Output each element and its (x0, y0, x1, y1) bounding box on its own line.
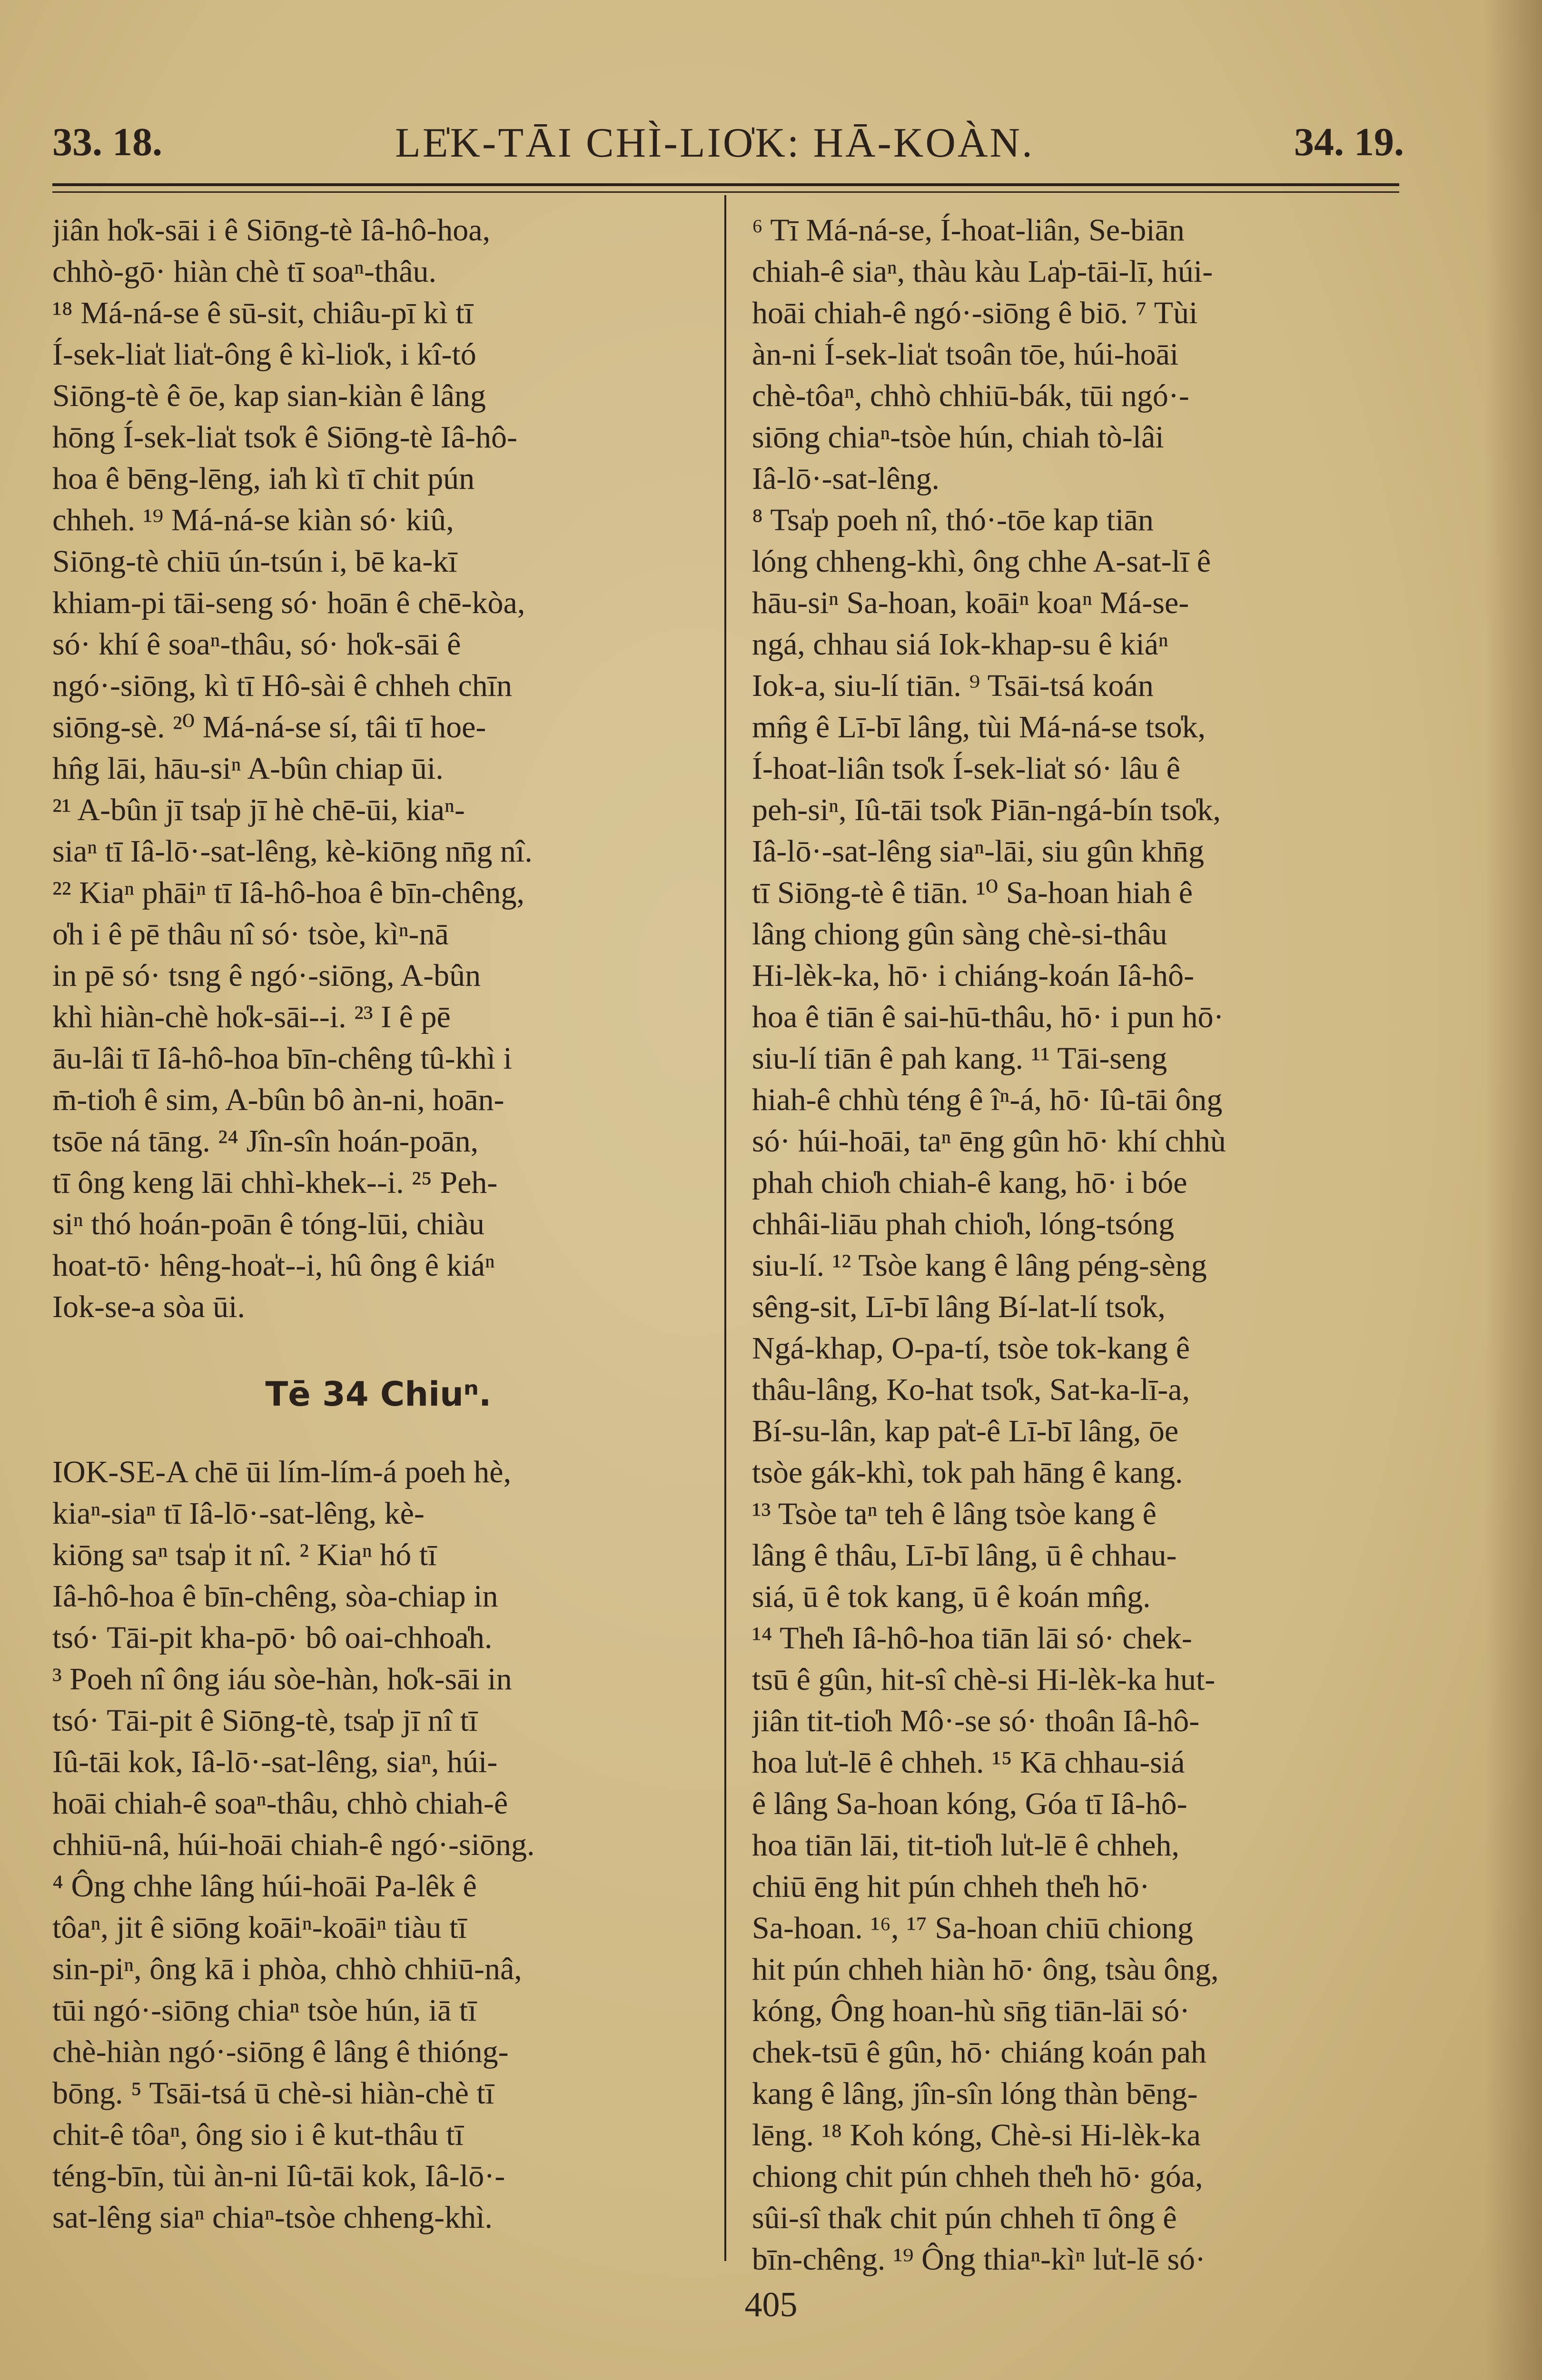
text-line: kiōng saⁿ tsa̍p it nî. ² Kiaⁿ hó tī (52, 1537, 437, 1572)
header-verse-right: 34. 19. (1294, 120, 1404, 164)
left-column-top-text (52, 209, 704, 1328)
text-line: só· húi-hoāi, taⁿ ēng gûn hō· khí chhù (752, 1124, 1226, 1159)
text-line: chè-tôaⁿ, chhò chhiū-bák, tūi ngó·- (752, 378, 1189, 413)
text-line: hit pún chheh hiàn hō· ông, tsàu ông, (752, 1952, 1219, 1987)
text-line: jiân ho̍k-sāi i ê Siōng-tè Iâ-hô-hoa, (52, 213, 491, 248)
text-line: tī Siōng-tè ê tiān. ¹⁰ Sa-hoan hiah ê (752, 875, 1193, 910)
text-line: ¹³ Tsòe taⁿ teh ê lâng tsòe kang ê (752, 1497, 1156, 1531)
text-line: sat-lêng siaⁿ chiaⁿ-tsòe chheng-khì. (52, 2200, 493, 2235)
text-line: Bí-su-lân, kap pa̍t-ê Lī-bī lâng, ōe (752, 1414, 1179, 1448)
text-line: hoāi chiah-ê soaⁿ-thâu, chhò chiah-ê (52, 1786, 508, 1821)
running-header (52, 119, 1404, 181)
right-column (752, 209, 1404, 2280)
text-line: chek-tsū ê gûn, hō· chiáng koán pah (752, 2035, 1206, 2070)
text-line: hn̂g lāi, hāu-siⁿ A-bûn chiap ūi. (52, 751, 444, 786)
text-line: jiân tit-tio̍h Mô·-se só· thoân Iâ-hô- (752, 1704, 1200, 1738)
text-line: tsōe ná tāng. ²⁴ Jîn-sîn hoán-poān, (52, 1124, 479, 1159)
text-line: lóng chheng-khì, ông chhe A-sat-lī ê (752, 544, 1211, 579)
text-line: lâng chiong gûn sàng chè-si-thâu (752, 917, 1167, 952)
text-line: chè-hiàn ngó·-siōng ê lâng ê thióng- (52, 2034, 509, 2069)
text-line: tūi ngó·-siōng chiaⁿ tsòe hún, iā tī (52, 1993, 477, 2028)
text-line: kang ê lâng, jîn-sîn lóng thàn bēng- (752, 2076, 1198, 2111)
text-line: hoāi chiah-ê ngó·-siōng ê biō. ⁷ Tùi (752, 296, 1198, 330)
text-line: téng-bīn, tùi àn-ni Iû-tāi kok, Iâ-lō·- (52, 2159, 505, 2193)
text-line: ngá, chhau siá Iok-khap-su ê kiáⁿ (752, 627, 1168, 662)
text-line: Sa-hoan. ¹⁶, ¹⁷ Sa-hoan chiū chiong (752, 1911, 1193, 1945)
text-line: mn̂g ê Lī-bī lâng, tùi Má-ná-se tso̍k, (752, 710, 1206, 744)
text-line: ³ Poeh nî ông iáu sòe-hàn, ho̍k-sāi in (52, 1662, 512, 1696)
page-number: 405 (744, 2285, 798, 2324)
text-line: siōng chiaⁿ-tsòe hún, chiah tò-lâi (752, 420, 1164, 455)
text-line: khiam-pi tāi-seng só· hoān ê chē-kòa, (52, 585, 525, 620)
text-line: o̍h i ê pē thâu nî só· tsòe, kìⁿ-nā (52, 917, 449, 952)
text-line: hiah-ê chhù téng ê îⁿ-á, hō· Iû-tāi ông (752, 1082, 1223, 1117)
text-line: ⁶ Tī Má-ná-se, Í-hoat-liân, Se-biān (752, 213, 1185, 248)
text-line: ⁸ Tsa̍p poeh nî, thó·-tōe kap tiān (752, 503, 1154, 537)
header-rule-thick (52, 183, 1399, 186)
text-line: ¹⁴ The̍h Iâ-hô-hoa tiān lāi só· chek- (752, 1621, 1192, 1656)
header-title: LE̍K-TĀI CHÌ-LIO̍K: HĀ-KOÀN. (395, 120, 1035, 166)
text-line: Siōng-tè chiū ún-tsún i, bē ka-kī (52, 544, 457, 579)
chapter-heading: Tē 34 Chiuⁿ. (265, 1375, 492, 1414)
text-line: ngó·-siōng, kì tī Hô-sài ê chheh chīn (52, 668, 512, 703)
text-line: chhiū-nâ, húi-hoāi chiah-ê ngó·-siōng. (52, 1827, 535, 1862)
text-line: lēng. ¹⁸ Koh kóng, Chè-si Hi-lèk-ka (752, 2118, 1201, 2152)
text-line: tôaⁿ, jit ê siōng koāiⁿ-koāiⁿ tiàu tī (52, 1910, 467, 1945)
text-line: Iok-se-a sòa ūi. (52, 1289, 246, 1324)
text-line: Iû-tāi kok, Iâ-lō·-sat-lêng, siaⁿ, húi- (52, 1745, 498, 1779)
text-line: chhò-gō· hiàn chè tī soaⁿ-thâu. (52, 254, 437, 289)
text-line: kiaⁿ-siaⁿ tī Iâ-lō·-sat-lêng, kè- (52, 1496, 425, 1531)
text-line: phah chio̍h chiah-ê kang, hō· i bóe (752, 1165, 1187, 1200)
text-line: Siōng-tè ê ōe, kap sian-kiàn ê lâng (52, 378, 486, 413)
text-line: hōng Í-sek-lia̍t tso̍k ê Siōng-tè Iâ-hô- (52, 420, 517, 455)
text-line: sin-piⁿ, ông kā i phòa, chhò chhiū-nâ, (52, 1952, 522, 1986)
text-line: Hi-lèk-ka, hō· i chiáng-koán Iâ-hô- (752, 958, 1195, 993)
text-line: ¹⁸ Má-ná-se ê sū-sit, chiâu-pī kì tī (52, 296, 474, 330)
text-line: àn-ni Í-sek-lia̍t tsoân tōe, húi-hoāi (752, 337, 1179, 372)
text-line: só· khí ê soaⁿ-thâu, só· ho̍k-sāi ê (52, 627, 461, 662)
text-line: ⁴ Ông chhe lâng húi-hoāi Pa-lêk ê (52, 1869, 477, 1904)
text-line: āu-lâi tī Iâ-hô-hoa bīn-chêng tû-khì i (52, 1041, 512, 1076)
text-line: bōng. ⁵ Tsāi-tsá ū chè-si hiàn-chè tī (52, 2076, 494, 2111)
text-line: tsòe gák-khì, tok pah hāng ê kang. (752, 1455, 1183, 1490)
column-divider (724, 195, 726, 2261)
text-line: khì hiàn-chè ho̍k-sāi--i. ²³ I ê pē (52, 1000, 451, 1034)
text-line: sêng-sit, Lī-bī lâng Bí-lat-lí tso̍k, (752, 1289, 1166, 1324)
text-line: chit-ê tôaⁿ, ông sio i ê kut-thâu tī (52, 2117, 464, 2152)
text-line: tsó· Tāi-pit ê Siōng-tè, tsa̍p jī nî tī (52, 1703, 478, 1738)
text-line: bīn-chêng. ¹⁹ Ông thiaⁿ-kìⁿ lu̍t-lē só· (752, 2242, 1206, 2277)
left-column-bottom-text (52, 1451, 704, 2238)
left-column (52, 209, 704, 2238)
text-line: ²¹ A-bûn jī tsa̍p jī hè chē-ūi, kiaⁿ- (52, 793, 465, 827)
text-line: hoa ê bēng-lēng, ia̍h kì tī chit pún (52, 461, 475, 496)
right-column-text (752, 209, 1404, 2280)
text-line: peh-siⁿ, Iû-tāi tso̍k Piān-ngá-bín tso̍k, (752, 793, 1221, 827)
text-line: in pē só· tsng ê ngó·-siōng, A-bûn (52, 958, 481, 993)
text-line: Iok-a, siu-lí tiān. ⁹ Tsāi-tsá koán (752, 668, 1154, 703)
text-line: chiah-ê siaⁿ, thàu kàu La̍p-tāi-lī, húi- (752, 254, 1213, 289)
text-line: Iâ-lō·-sat-lêng. (752, 461, 939, 496)
text-line: Ngá-khap, O-pa-tí, tsòe tok-kang ê (752, 1331, 1190, 1366)
text-line: ê lâng Sa-hoan kóng, Góa tī Iâ-hô- (752, 1786, 1187, 1821)
text-line: hoa lu̍t-lē ê chheh. ¹⁵ Kā chhau-siá (752, 1745, 1185, 1780)
text-line: thâu-lâng, Ko-hat tso̍k, Sat-ka-lī-a, (752, 1372, 1190, 1407)
text-line: hāu-siⁿ Sa-hoan, koāiⁿ koaⁿ Má-se- (752, 585, 1189, 620)
text-line: hoat-tō· hêng-hoa̍t--i, hû ông ê kiáⁿ (52, 1248, 495, 1283)
text-line: chhâi-liāu phah chio̍h, lóng-tsóng (752, 1207, 1175, 1241)
text-line: Í-sek-lia̍t lia̍t-ông ê kì-lio̍k, i kî-tó (52, 337, 476, 372)
text-line: IOK-SE-A chē ūi lím-lím-á poeh hè, (52, 1455, 512, 1489)
text-line: Iâ-lō·-sat-lêng siaⁿ-lāi, siu gûn khn̄g (752, 834, 1205, 869)
text-line: siaⁿ tī Iâ-lō·-sat-lêng, kè-kiōng nn̄g nî. (52, 834, 533, 869)
text-line: ²² Kiaⁿ phāiⁿ tī Iâ-hô-hoa ê bīn-chêng, (52, 875, 524, 910)
text-line: tsū ê gûn, hit-sî chè-si Hi-lèk-ka hut- (752, 1662, 1216, 1697)
text-line: m̄-tio̍h ê sim, A-bûn bô àn-ni, hoān- (52, 1082, 504, 1117)
page-edge-shadow (1485, 0, 1542, 2380)
text-line: siōng-sè. ²⁰ Má-ná-se sí, tâi tī hoe- (52, 710, 486, 744)
text-line: Iâ-hô-hoa ê bīn-chêng, sòa-chiap in (52, 1579, 498, 1614)
text-line: hoa tiān lāi, tit-tio̍h lu̍t-lē ê chheh, (752, 1828, 1180, 1863)
header-verse-left: 33. 18. (52, 120, 162, 164)
text-line: kóng, Ông hoan-hù sn̄g tiān-lāi só· (752, 1993, 1190, 2028)
text-line: siu-lí tiān ê pah kang. ¹¹ Tāi-seng (752, 1041, 1167, 1076)
text-line: tī ông keng lāi chhì-khek--i. ²⁵ Peh- (52, 1165, 498, 1200)
text-line: Í-hoat-liân tso̍k Í-sek-lia̍t só· lâu ê (752, 751, 1180, 786)
text-line: chiū ēng hit pún chheh the̍h hō· (752, 1869, 1150, 1904)
text-line: chheh. ¹⁹ Má-ná-se kiàn só· kiû, (52, 503, 454, 537)
text-line: siu-lí. ¹² Tsòe kang ê lâng péng-sèng (752, 1248, 1207, 1283)
text-line: hoa ê tiān ê sai-hū-thâu, hō· i pun hō· (752, 1000, 1224, 1034)
text-line: lâng ê thâu, Lī-bī lâng, ū ê chhau- (752, 1538, 1177, 1573)
text-line: siá, ū ê tok kang, ū ê koán mn̂g. (752, 1579, 1151, 1614)
text-line: sûi-sî tha̍k chit pún chheh tī ông ê (752, 2201, 1177, 2235)
text-line: chiong chit pún chheh the̍h hō· góa, (752, 2159, 1203, 2194)
header-rule-thin (52, 191, 1399, 193)
text-line: siⁿ thó hoán-poān ê tóng-lūi, chiàu (52, 1207, 484, 1241)
text-line: tsó· Tāi-pit kha-pō· bô oai-chhoa̍h. (52, 1620, 493, 1655)
